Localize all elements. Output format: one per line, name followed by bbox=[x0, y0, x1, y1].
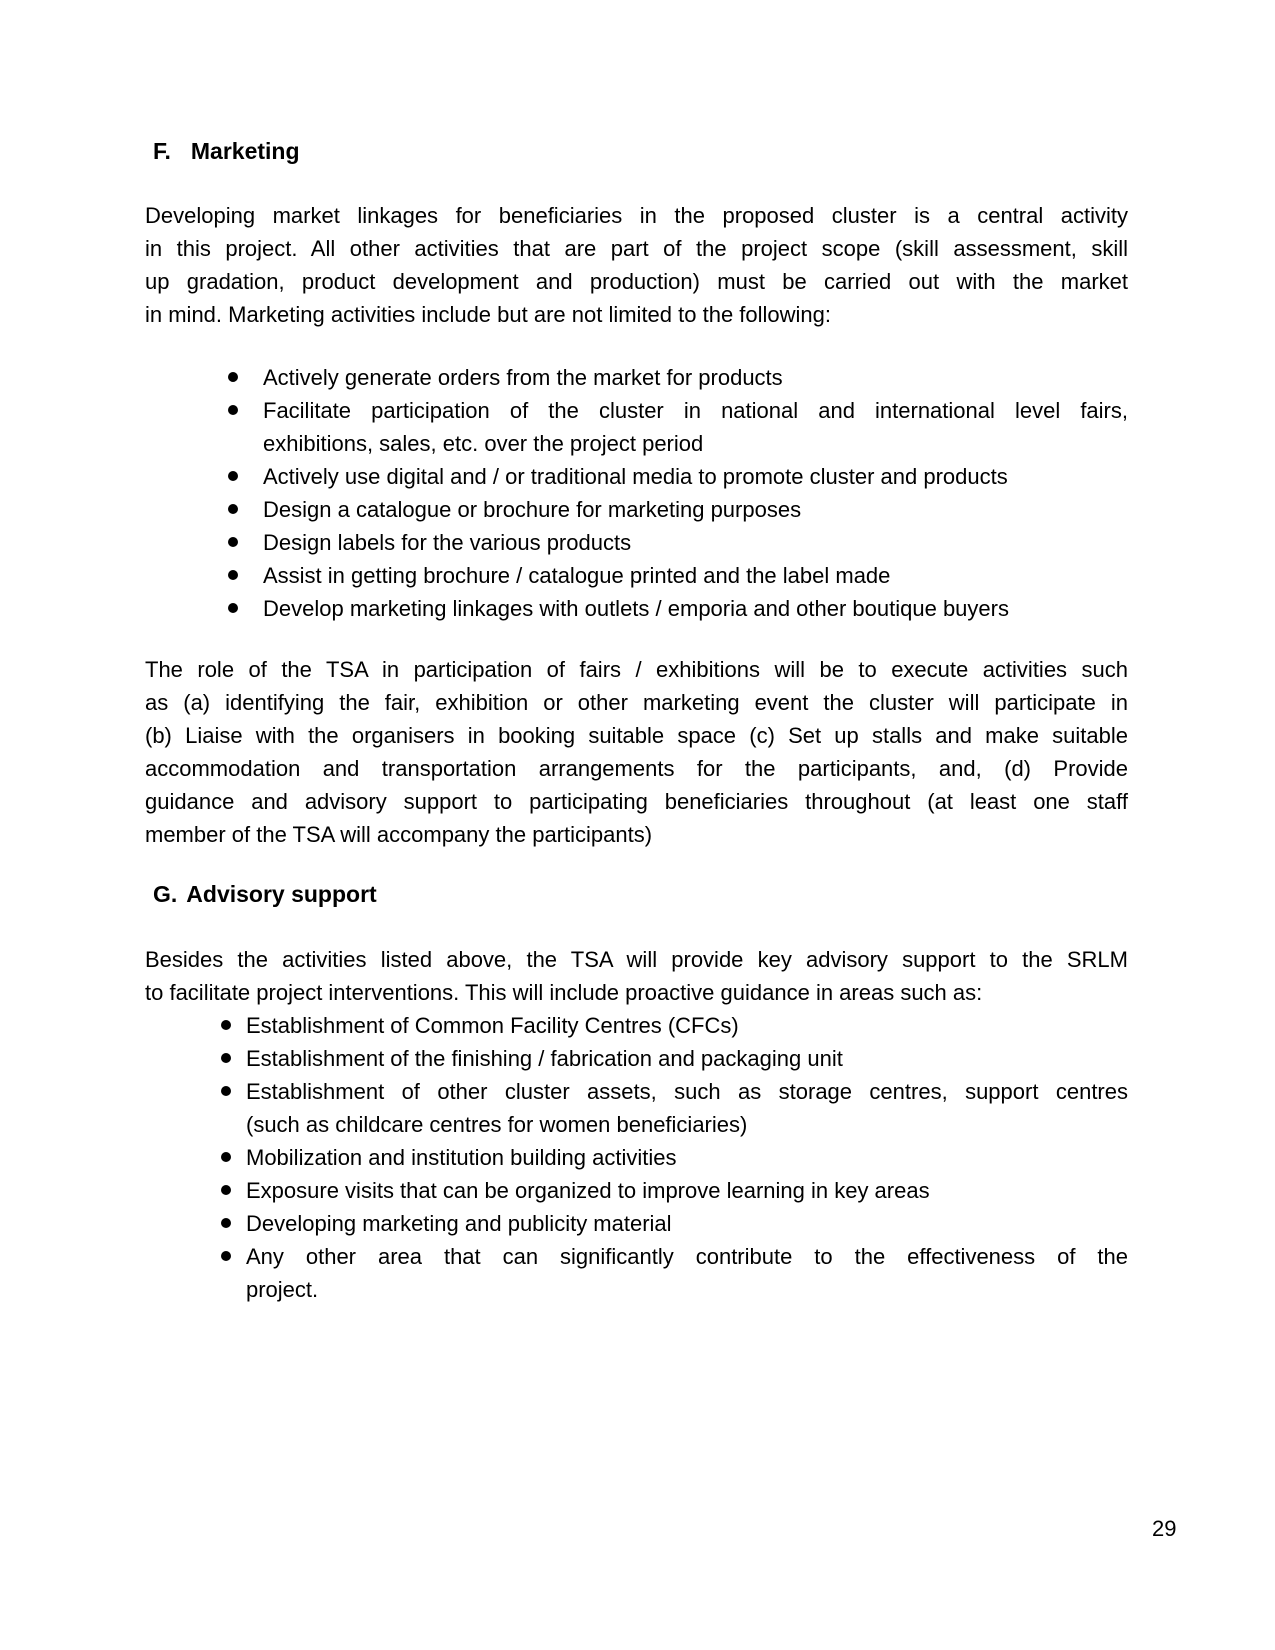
marketing-activities-list bbox=[145, 361, 1128, 625]
text-line: Develop marketing linkages with outlets / emporia and other boutique buyers bbox=[263, 596, 1009, 621]
list-item bbox=[145, 1207, 1128, 1240]
text-line: accommodation and transportation arrangements for the participants, and, (d) Provide bbox=[145, 756, 1128, 781]
text-line: Design a catalogue or brochure for marketing purposes bbox=[263, 497, 802, 522]
list-item bbox=[145, 1042, 1128, 1075]
text-line: Design labels for the various products bbox=[263, 530, 632, 555]
text-line: guidance and advisory support to participating beneficiaries throughout (at least one staff bbox=[145, 789, 1128, 814]
text-line: project. bbox=[246, 1277, 319, 1302]
bullet-icon bbox=[228, 537, 238, 547]
text-line: Assist in getting brochure / catalogue printed and the label made bbox=[263, 563, 891, 588]
advisory-support-list bbox=[145, 1009, 1128, 1306]
bullet-icon bbox=[228, 504, 238, 514]
list-item bbox=[145, 559, 1128, 592]
text-line: as (a) identifying the fair, exhibition or other marketing event the cluster will participate in bbox=[145, 690, 1128, 715]
page-number: 29 bbox=[1152, 1516, 1177, 1541]
bullet-icon bbox=[228, 372, 238, 382]
text-line: to facilitate project interventions. This will include proactive guidance in areas such as: bbox=[145, 980, 983, 1005]
heading-prefix: F. bbox=[153, 138, 171, 164]
list-item bbox=[145, 1075, 1128, 1141]
page-content bbox=[145, 135, 1128, 1306]
text-line: Developing market linkages for beneficiaries in the proposed cluster is a central activity bbox=[145, 203, 1128, 228]
text-line: Mobilization and institution building activities bbox=[246, 1145, 677, 1170]
bullet-icon bbox=[221, 1251, 231, 1261]
bullet-icon bbox=[221, 1218, 231, 1228]
bullet-icon bbox=[221, 1086, 231, 1096]
text-line: Establishment of Common Facility Centres (CFCs) bbox=[246, 1013, 739, 1038]
bullet-icon bbox=[228, 405, 238, 415]
bullet-icon bbox=[221, 1152, 231, 1162]
bullet-icon bbox=[221, 1020, 231, 1030]
text-line: Besides the activities listed above, the TSA will provide key advisory support to the SRLM bbox=[145, 947, 1128, 972]
bullet-icon bbox=[228, 471, 238, 481]
heading-title: Advisory support bbox=[186, 881, 377, 907]
text-line: Actively use digital and / or traditional media to promote cluster and products bbox=[263, 464, 1008, 489]
text-line: in this project. All other activities that are part of the project scope (skill assessment, skill bbox=[145, 236, 1128, 261]
text-line: member of the TSA will accompany the participants) bbox=[145, 822, 653, 847]
list-item bbox=[145, 592, 1128, 625]
list-item bbox=[145, 1141, 1128, 1174]
list-item bbox=[145, 493, 1128, 526]
text-line: Establishment of other cluster assets, such as storage centres, support centres bbox=[246, 1079, 1128, 1104]
text-line: Actively generate orders from the market for products bbox=[263, 365, 783, 390]
heading-title: Marketing bbox=[190, 138, 300, 164]
list-item bbox=[145, 394, 1128, 460]
text-line: The role of the TSA in participation of fairs / exhibitions will be to execute activities such bbox=[145, 657, 1128, 682]
text-line: exhibitions, sales, etc. over the project period bbox=[263, 431, 704, 456]
paragraph-advisory-intro bbox=[145, 943, 1128, 1009]
bullet-icon bbox=[221, 1185, 231, 1195]
bullet-icon bbox=[221, 1053, 231, 1063]
heading-prefix: G. bbox=[153, 881, 178, 907]
list-item bbox=[145, 460, 1128, 493]
list-item bbox=[145, 1009, 1128, 1042]
text-line: Exposure visits that can be organized to improve learning in key areas bbox=[246, 1178, 930, 1203]
list-item bbox=[145, 526, 1128, 559]
text-line: (such as childcare centres for women beneficiaries) bbox=[246, 1112, 748, 1137]
text-line: Establishment of the finishing / fabrication and packaging unit bbox=[246, 1046, 843, 1071]
text-line: Developing marketing and publicity material bbox=[246, 1211, 672, 1236]
list-item bbox=[145, 1240, 1128, 1306]
section-heading-marketing bbox=[145, 135, 1128, 168]
text-line: (b) Liaise with the organisers in booking suitable space (c) Set up stalls and make suitable bbox=[145, 723, 1128, 748]
section-heading-advisory-support bbox=[145, 878, 1128, 911]
bullet-icon bbox=[228, 603, 238, 613]
bullet-icon bbox=[228, 570, 238, 580]
text-line: Any other area that can significantly contribute to the effectiveness of the bbox=[246, 1244, 1128, 1269]
text-line: up gradation, product development and production) must be carried out with the market bbox=[145, 269, 1128, 294]
paragraph-tsa-role bbox=[145, 653, 1128, 851]
text-line: Facilitate participation of the cluster in national and international level fairs, bbox=[263, 398, 1128, 423]
list-item bbox=[145, 361, 1128, 394]
paragraph-market-linkages bbox=[145, 199, 1128, 331]
list-item bbox=[145, 1174, 1128, 1207]
text-line: in mind. Marketing activities include but are not limited to the following: bbox=[145, 302, 832, 327]
